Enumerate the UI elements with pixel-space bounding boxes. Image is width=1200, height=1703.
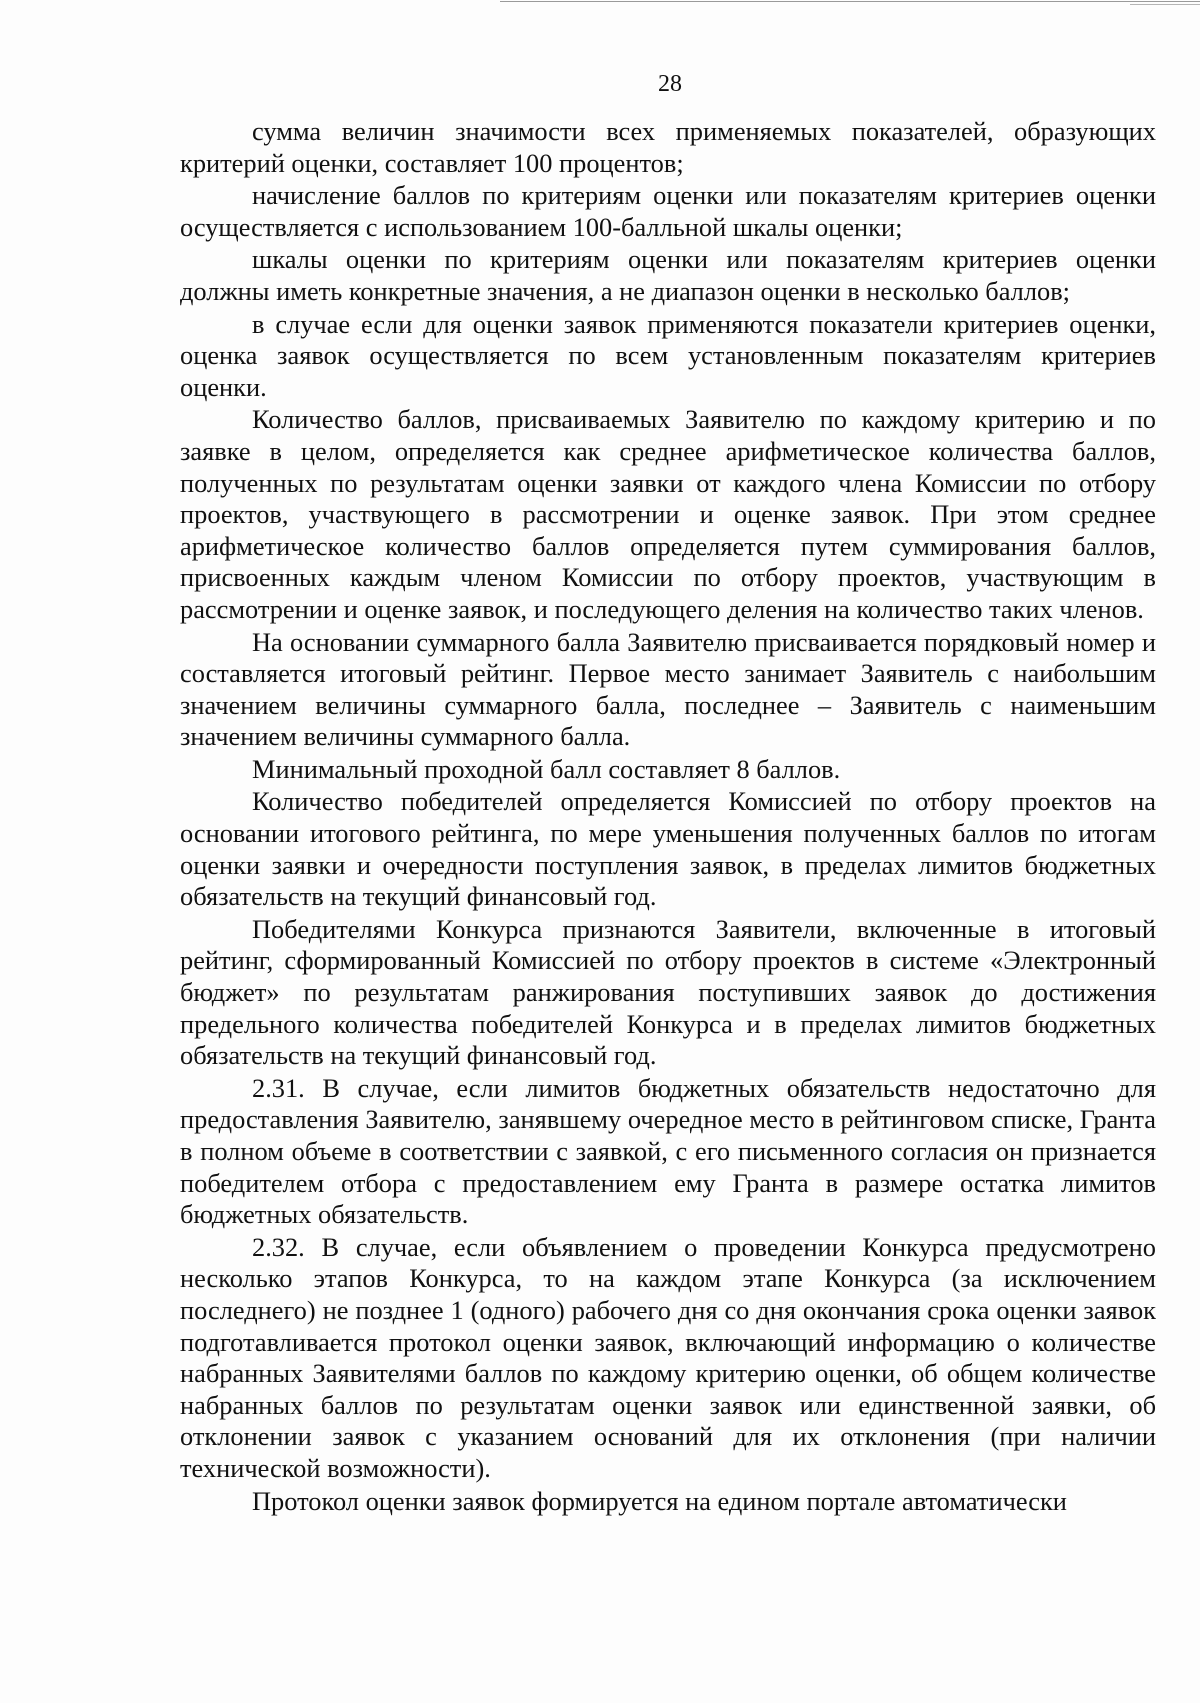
paragraph-indicators-evaluation: в случае если для оценки заявок применяются показатели критериев оценки, оценка заявок осуществляется по всем установленным показателям критериев оценки. [180,308,1156,402]
paragraph-final-rating: На основании суммарного балла Заявителю присваивается порядковый номер и составляется итоговый рейтинг. Первое место занимает Заявитель с наибольшим значением величины суммарного балла, последнее – Заявитель с наименьшим значением величины суммарного балла. [180,626,1156,752]
paragraph-average-score: Количество баллов, присваиваемых Заявителю по каждому критерию и по заявке в целом, определяется как среднее арифметическое количества баллов, полученных по результатам оценки заявки от каждого члена Комиссии по отбору проектов, участвующего в рассмотрении и оценке заявок. При этом среднее арифметическое количество баллов определяется путем суммирования баллов, присвоенных каждым членом Комиссии по отбору проектов, участвующим в рассмотрении и оценке заявок, и последующего деления на количество таких членов. [180,404,1156,624]
paragraph-section-2-32: 2.32. В случае, если объявлением о проведении Конкурса предусмотрено несколько этапов Конкурса, то на каждом этапе Конкурса (за исключением последнего) не позднее 1 (одного) рабочего дня со дня окончания срока оценки заявок подготавливается протокол оценки заявок, включающий информацию о количестве набранных Заявителями баллов по каждому критерию оценки, об общем количестве набранных баллов по результатам оценки заявок или единственной заявки, об отклонении заявок с указанием оснований для их отклонения (при наличии технической возможности). [180,1231,1156,1483]
page-number: 28 [658,71,682,97]
paragraph-minimum-score: Минимальный проходной балл составляет 8 баллов. [252,753,841,784]
paragraph-scale-values: шкалы оценки по критериям оценки или показателям критериев оценки должны иметь конкретные значения, а не диапазон оценки в несколько баллов; [180,244,1156,306]
paragraph-number-of-winners: Количество победителей определяется Комиссией по отбору проектов на основании итогового рейтинга, по мере уменьшения полученных баллов по итогам оценки заявки и очередности поступления заявок, в пределах лимитов бюджетных обязательств на текущий финансовый год. [180,786,1156,912]
scan-edge-line-right [1130,4,1200,5]
paragraph-contest-winners: Победителями Конкурса признаются Заявители, включенные в итоговый рейтинг, сформированный Комиссией по отбору проектов в системе «Электронный бюджет» по результатам ранжирования поступивших заявок до достижения предельного количества победителей Конкурса и в пределах лимитов бюджетных обязательств на текущий финансовый год. [180,913,1156,1071]
scan-edge-line [500,1,1200,2]
document-body [180,116,1156,1518]
paragraph-criteria-weights-sum: сумма величин значимости всех применяемых показателей, образующих критерий оценки, составляет 100 процентов; [180,116,1156,178]
paragraph-100-point-scale: начисление баллов по критериям оценки или показателям критериев оценки осуществляется с использованием 100-балльной шкалы оценки; [180,180,1156,242]
paragraph-section-2-31: 2.31. В случае, если лимитов бюджетных обязательств недостаточно для предоставления Заявителю, занявшему очередное место в рейтинговом списке, Гранта в полном объеме в соответствии с заявкой, с его письменного согласия он признается победителем отбора с предоставлением ему Гранта в размере остатка лимитов бюджетных обязательств. [180,1072,1156,1230]
paragraph-protocol-generation: Протокол оценки заявок формируется на едином портале автоматически [252,1485,1067,1516]
